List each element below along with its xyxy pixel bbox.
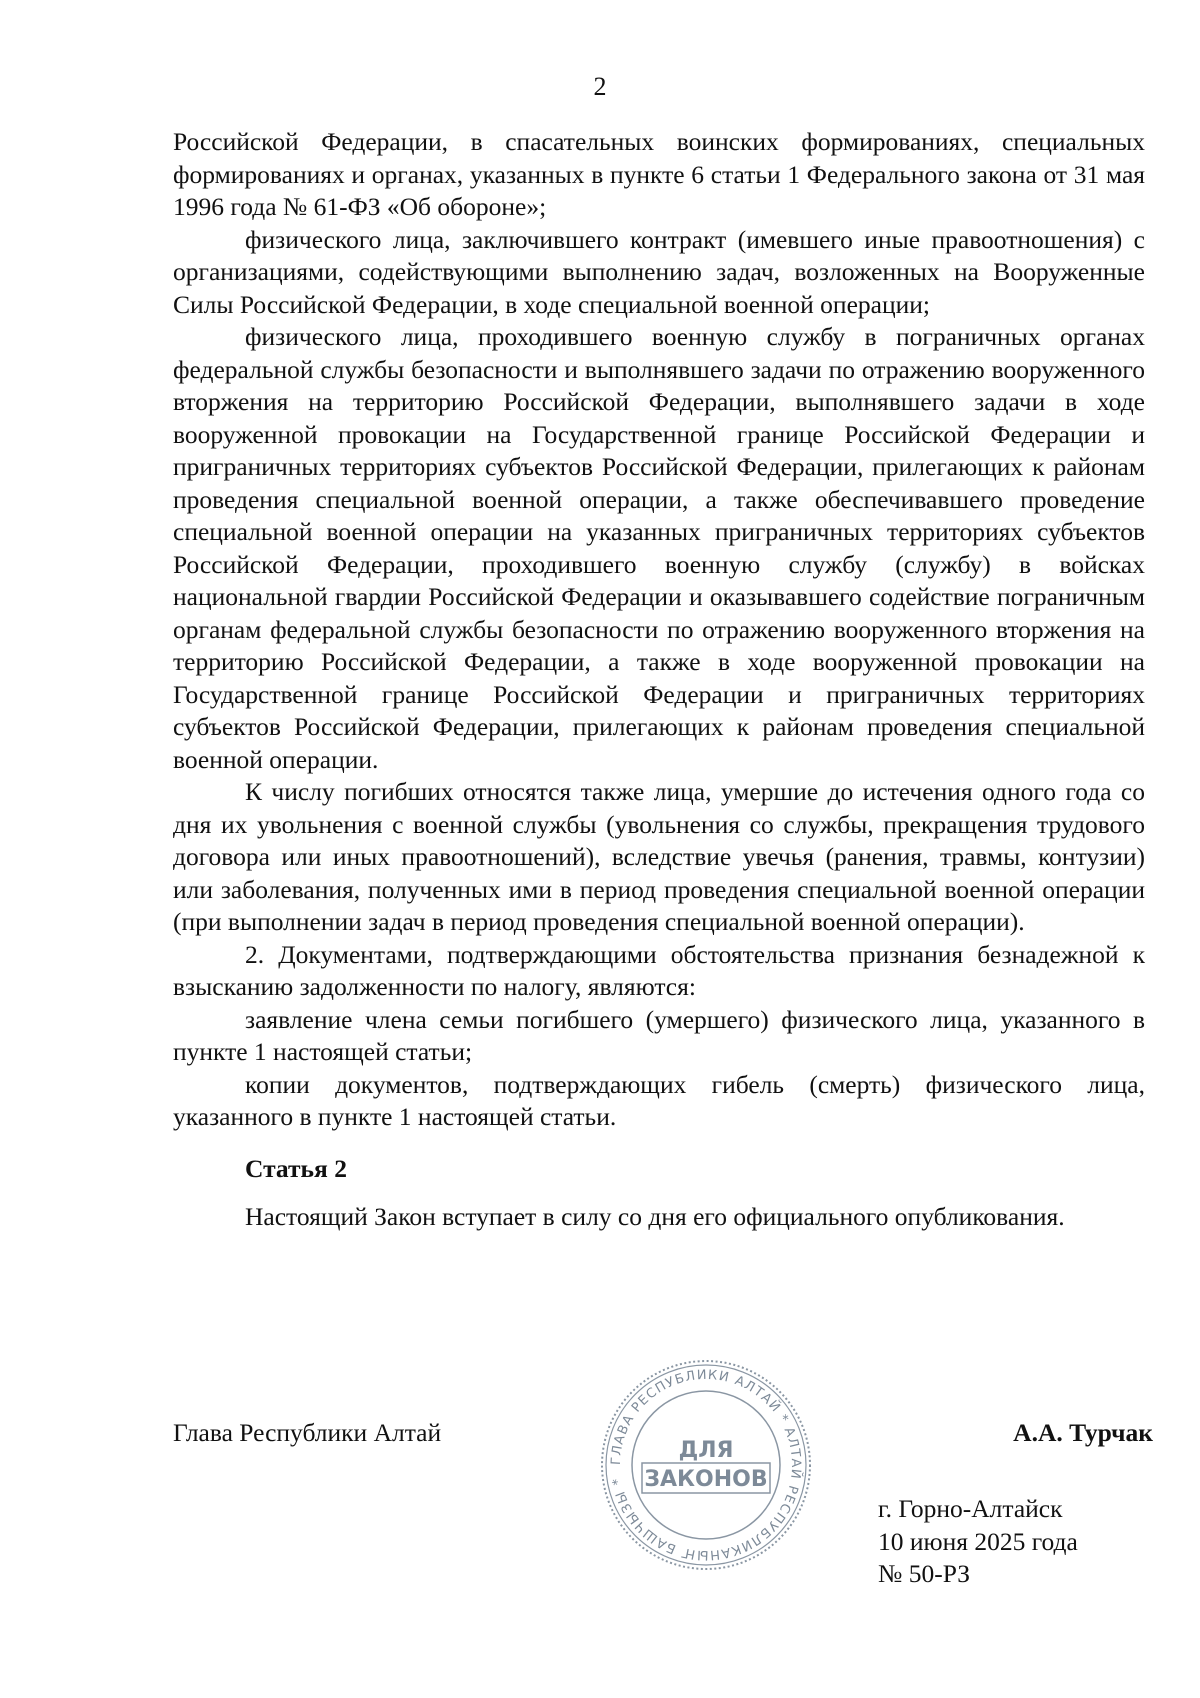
seal-outer-ring: [602, 1361, 810, 1569]
paragraph-deceased-persons: К числу погибших относятся также лица, умершие до истечения одного года со дня их увольнения с военной службы (увольнения со службы, прекращения трудового договора или иных правоотношений), вследствие увечья (ранения, травмы, контузии) или заболевания, полученных ими в период проведения специальной военной операции (при выполнении задач в период проведения специальной военной операции).: [173, 777, 1145, 936]
law-body: [173, 126, 1145, 1234]
official-seal: [598, 1357, 814, 1573]
paragraph-application: заявление члена семьи погибшего (умершего) физического лица, указанного в пункте 1 настоящей статьи;: [173, 1004, 1145, 1066]
seal-inner-ring: [632, 1391, 780, 1539]
seal-center-line1: ДЛЯ: [678, 1438, 734, 1463]
signature-name: А.А. Турчак: [1013, 1418, 1153, 1447]
paragraph-continuation: Российской Федерации, в спасательных воинских формированиях, специальных формированиях и органах, указанных в пункте 6 статьи 1 Федерального закона от 31 мая 1996 года № 61-ФЗ «Об обороне»;: [173, 127, 1145, 221]
signature-title: Глава Республики Алтай: [173, 1418, 442, 1447]
page-number: 2: [593, 72, 607, 101]
seal-center-line2: ЗАКОНОВ: [644, 1467, 768, 1492]
footer-block: [878, 1493, 1078, 1591]
paragraph-contract-person: физического лица, заключившего контракт (имевшего иные правоотношения) с организациями, содействующими выполнению задач, возложенных на Вооруженные Силы Российской Федерации, в ходе специальной военной операции;: [173, 224, 1145, 319]
article-2-heading: Статья 2: [245, 1153, 347, 1183]
seal-outer-text: ГЛАВА РЕСПУБЛИКИ АЛТАЙ * АЛТАЙ РЕСПУБЛИКАНЫҤ БАШЧЫЗЫ *: [608, 1367, 804, 1563]
footer-city: г. Горно-Алтайск: [878, 1494, 1063, 1523]
footer-number: № 50-РЗ: [878, 1559, 970, 1588]
footer-date: 10 июня 2025 года: [878, 1526, 1078, 1556]
paragraph-documents: 2. Документами, подтверждающими обстоятельства признания безнадежной к взысканию задолженности по налогу, являются:: [173, 939, 1145, 1001]
paragraph-border-service: физического лица, проходившего военную службу в пограничных органах федеральной службы безопасности и выполнявшего задачи по отражению вооруженного вторжения на территорию Российской Федерации, выполнявшего задачи в ходе вооруженной провокации на Государственной границе Российской Федерации и приграничных территориях субъектов Российской Федерации, прилегающих к районам проведения специальной военной операции, а также обеспечивавшего проведение специальной военной операции на указанных приграничных территориях субъектов Российской Федерации, проходившего военную службу (службу) в войсках национальной гвардии Российской Федерации и оказывавшего содействие пограничным органам федеральной службы безопасности по отражению вооруженного вторжения на территорию Российской Федерации, а также в ходе вооруженной провокации на Государственной границе Российской Федерации и приграничных территориях субъектов Российской Федерации, прилегающих к районам проведения специальной военной операции.: [173, 322, 1145, 774]
paragraph-copies: копии документов, подтверждающих гибель (смерть) физического лица, указанного в пункте 1 настоящей статьи.: [173, 1069, 1145, 1131]
seal-outer-ring-inner: [606, 1365, 806, 1565]
article-2-text: Настоящий Закон вступает в силу со дня его официального опубликования.: [245, 1202, 1065, 1231]
